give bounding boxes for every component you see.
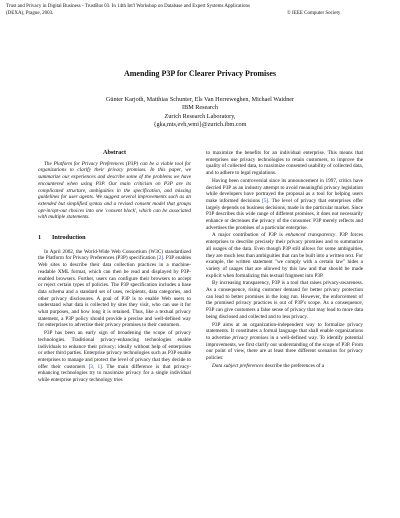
venue-header-location: (DEXA), Prague, 2003. — [6, 11, 54, 16]
emphasis-text: Data subject preferences — [212, 362, 264, 369]
citation-link[interactable]: [5] — [262, 197, 269, 204]
text-run: . P3P enables Web sites to describe their data collection practices in a machine-readable XML format, which can then be read and displayed by P3P-enabled browsers. Further, users can configure their browsers to accept or reject certain types of policies. The P3P specification includes a base data schema and a standard set of uses, recipients, data categories, and other privacy disclosures. A goal of P3P is to enable Web users to understand what data is collected by sites they visit, who can use it for what purposes, and how long it is retained. Thus, like a textual privacy statement, a P3P policy should provide a precise and well-defined way for enterprises to advertise their privacy promises to their customers. — [38, 255, 191, 329]
emphasis-text: privacy promises — [232, 334, 269, 341]
intro-paragraph-2 — [38, 330, 191, 384]
text-run: P3P has been an early sign of broadening the scope of privacy technologies. Traditional privacy-enhancing technologies enable individuals to enhance their privacy; ideally without help of enterprises or other third parties. Enterprise privacy technologies such as P3P enable enterprises to manage and protect the level of privacy that they decide to offer their customers — [38, 330, 191, 370]
paper-title: Amending P3P for Clearer Privacy Promises — [123, 69, 277, 78]
author-block — [0, 96, 400, 130]
right-paragraph-3 — [206, 232, 363, 279]
text-run: describe the preferences of a — [263, 362, 325, 369]
intro-paragraph-1 — [38, 249, 191, 329]
author-names: Günter Karjoth, Matthias Schunter, Els Van Herreweghen, Michael Waidner — [105, 96, 295, 103]
abstract-heading: Abstract — [102, 149, 127, 156]
text-run: . P3P forces enterprises to describe precisely their privacy promises and to summarize all usages of the data. Even though P3P still allows for some ambiguities, they are much less than ambiguities that can be built into a written text. For example, the written statement "we comply with a certain law" hides a variety of usages that are allowed by this law and that should be made explicit when formalizing this textual fragment into P3P. — [206, 232, 363, 279]
citation-link[interactable]: [2] — [157, 255, 164, 262]
right-paragraph-1: to maximize the benefits for an individual enterprise. This means that enterprises use privacy technologies to retain customers, to improve the quality of collected data, to maximize consented usability of collected data, and to adhere to legal regulations. — [206, 150, 363, 177]
section-title: Introduction — [52, 234, 86, 242]
right-column — [206, 150, 363, 370]
citation-link[interactable]: [3, 1] — [88, 363, 102, 370]
text-run: A major contribution of P3P is — [212, 232, 286, 239]
venue-header-line-2 — [6, 11, 341, 17]
text-run: in a well-defined way. To identify potential improvements, we first clarify our understanding of the scope of P3P. From our point of view, there are at least three different scenarios for privacy policies: — [206, 334, 363, 362]
left-column — [38, 150, 191, 384]
right-paragraph-6 — [206, 363, 363, 370]
right-paragraph-5 — [206, 322, 363, 362]
text-run: . The level of privacy that enterprises offer largely depends on business decisions, made in the particular market. Since P3P describes this wide range of different promises, it does not necessarily enhance or decreases the privacy of the consumer. P3P merely reflects and advertises the promises of a particular enterprise. — [206, 197, 363, 231]
venue-header-line-1: Trust and Privacy in Digital Business - TrustBus 03. In 14th Int'l Workshop on Database and Expert Systems Applications — [6, 4, 250, 9]
right-paragraph-4: By increasing transparency, P3P is a tool that raises privacy-awareness. As a consequence, rising customer demand for better privacy protection can lead to better promises in the long run. However, the enforcement of the promised privacy practices is out of P3P's scope. As a consequence, P3P can give customers a false sense of privacy that may lead to more data being disclosed and collected and to less privacy. — [206, 280, 363, 320]
author-organization: IBM Research — [182, 104, 218, 112]
section-number: 1 — [38, 234, 42, 242]
section-heading-introduction — [38, 235, 191, 242]
text-run: In April 2002, the World-Wide Web Consortium (W3C) standardized the Platform for Privacy Preferences (P3P) specification — [38, 248, 191, 262]
abstract-text: The Platform for Privacy Preferences (P3P) can be a viable tool for organizations to clarify their privacy promises. In this paper, we summarize our experiences and describe some of the problems we have encountered when using P3P. Our main criticism on P3P are its complicated structure, ambiguities in the specification, and missing guidelines for user agents. We suggest several improvements such as an extended but simplified syntax and a revised consent model that groups opt-in/opt-out choices into one 'consent block', which can be associated with multiple statements. — [38, 160, 191, 221]
text-run: Having been controversial since its announcement in 1997, critics have decried P3P as an industry attempt to avoid meaningful privacy legislation while developers have portrayed the proposal as a tool for helping users make informed decisions — [206, 177, 363, 204]
copyright-notice: © IEEE Computer Society — [287, 11, 341, 16]
right-paragraph-2 — [206, 178, 363, 232]
text-run: . The main difference is that privacy-enhancing technologies try to maximize privacy for a single individual while enterprise privacy technology tries — [38, 363, 192, 384]
emphasis-text: enhanced transparency — [285, 232, 336, 239]
text-run: P3P aims at an organization-independent way to formalize privacy statements. It constitutes a formal language that shall enable organizations to advertise — [206, 321, 363, 341]
author-lab: Zurich Research Laboratory, — [164, 112, 236, 120]
author-email: {gka,mts,evh,wmi}@zurich.ibm.com — [153, 121, 247, 129]
